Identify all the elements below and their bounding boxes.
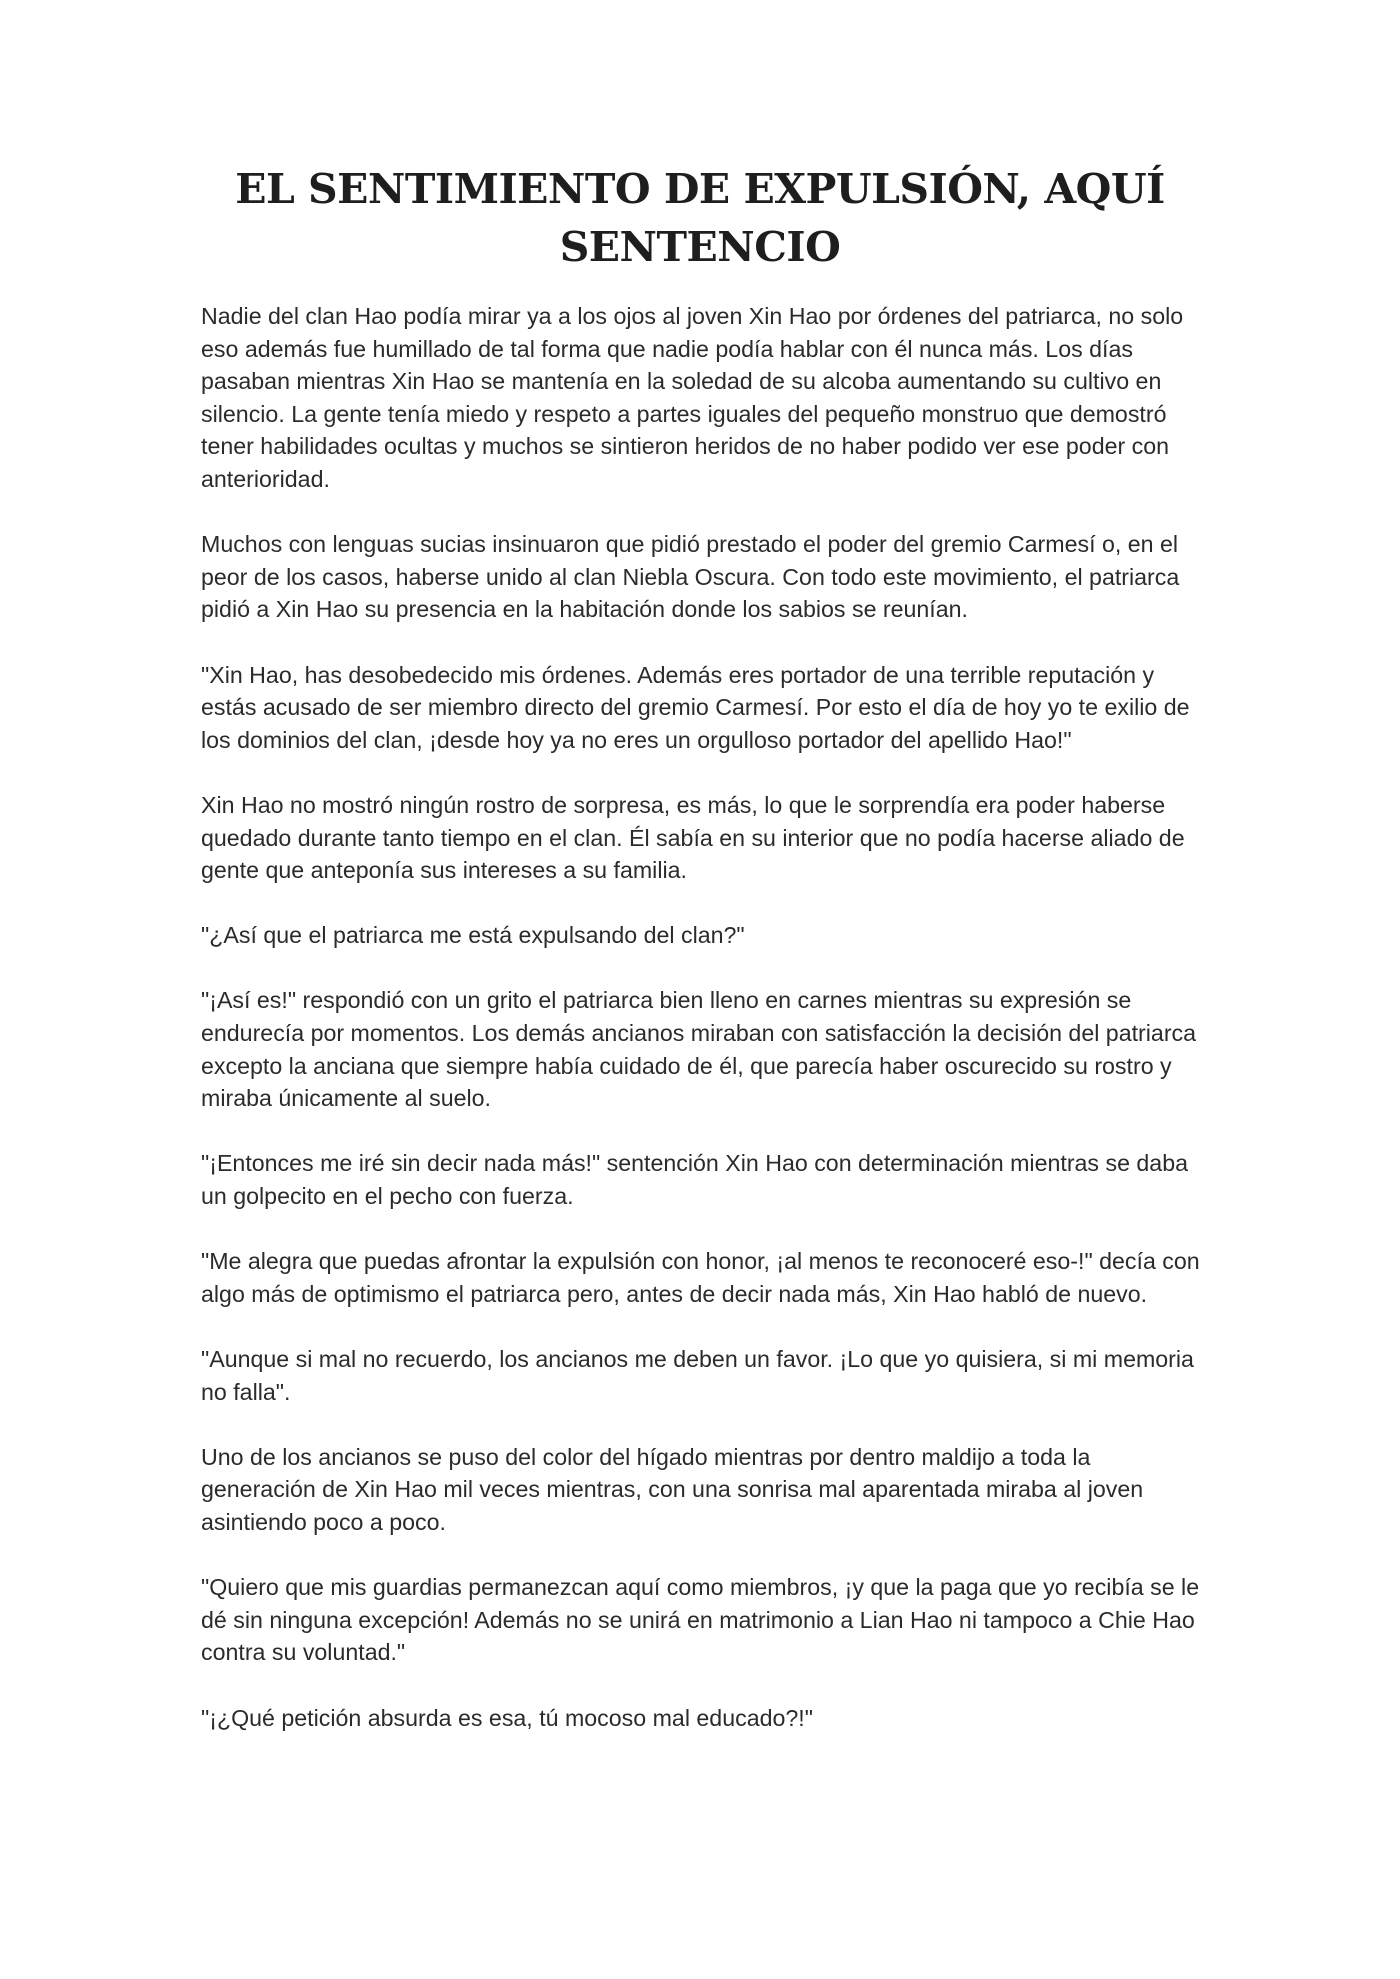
paragraph: "Aunque si mal no recuerdo, los ancianos me deben un favor. ¡Lo que yo quisiera, si mi memoria no falla". (201, 1346, 1194, 1405)
paragraph: "Quiero que mis guardias permanezcan aquí como miembros, ¡y que la paga que yo recibía se le dé sin ninguna excepción! Además no se unirá en matrimonio a Lian Hao ni tampoco a Chie Hao contra su voluntad." (201, 1574, 1200, 1666)
title-line-2: SENTENCIO (559, 223, 841, 271)
paragraph: "¡Entonces me iré sin decir nada más!" sentención Xin Hao con determinación mientras se daba un golpecito en el pecho con fuerza. (201, 1150, 1188, 1210)
document-body (201, 300, 1206, 1767)
paragraph: "¡Así es!" respondió con un grito el patriarca bien lleno en carnes mientras su expresión se endurecía por momentos. Los demás ancianos miraban con satisfacción la decisión del patriarca excepto la anciana que siempre había cuidado de él, que parecía haber oscurecido su rostro y miraba únicamente al suelo. (201, 987, 1197, 1112)
paragraph: "¿Así que el patriarca me está expulsando del clan?" (201, 922, 745, 949)
title-line-1: EL SENTIMIENTO DE EXPULSIÓN, AQUÍ (235, 165, 1165, 213)
paragraph: "Me alegra que puedas afrontar la expulsión con honor, ¡al menos te reconoceré eso-!" decía con algo más de optimismo el patriarca pero, antes de decir nada más, Xin Hao habló de nuevo. (201, 1248, 1200, 1307)
paragraph: "Xin Hao, has desobedecido mis órdenes. Además eres portador de una terrible reputación y estás acusado de ser miembro directo del gremio Carmesí. Por esto el día de hoy yo te exilio de los dominios del clan, ¡desde hoy ya no eres un orgulloso portador del apellido Hao!" (201, 661, 1190, 753)
paragraph: Nadie del clan Hao podía mirar ya a los ojos al joven Xin Hao por órdenes del patriarca, no solo eso además fue humillado de tal forma que nadie podía hablar con él nunca más. Los días pasaban mientras Xin Hao se mantenía en la soledad de su alcoba aumentando su cultivo en silencio. La gente tenía miedo y respeto a partes iguales del pequeño monstruo que demostró tener habilidades ocultas y muchos se sintieron heridos de no haber podido ver ese poder con anterioridad. (201, 303, 1184, 492)
paragraph: Muchos con lenguas sucias insinuaron que pidió prestado el poder del gremio Carmesí o, en el peor de los casos, haberse unido al clan Niebla Oscura. Con todo este movimiento, el patriarca pidió a Xin Hao su presencia en la habitación donde los sabios se reunían. (201, 531, 1180, 623)
page-title (200, 160, 1200, 276)
paragraph: Uno de los ancianos se puso del color del hígado mientras por dentro maldijo a toda la generación de Xin Hao mil veces mientras, con una sonrisa mal aparentada miraba al joven asintiendo poco a poco. (201, 1443, 1144, 1535)
paragraph: "¡¿Qué petición absurda es esa, tú mocoso mal educado?!" (201, 1704, 813, 1731)
paragraph: Xin Hao no mostró ningún rostro de sorpresa, es más, lo que le sorprendía era poder haberse quedado durante tanto tiempo en el clan. Él sabía en su interior que no podía hacerse aliado de gente que anteponía sus intereses a su familia. (201, 791, 1185, 884)
